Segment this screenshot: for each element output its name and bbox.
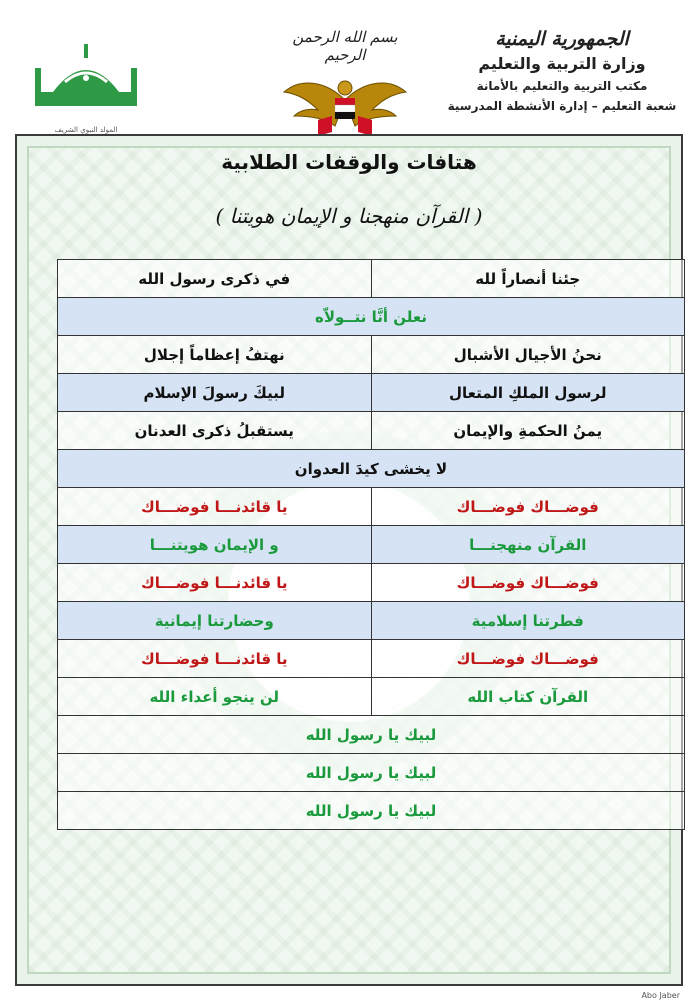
table-row	[58, 792, 685, 830]
department-name: شعبة التعليم – إدارة الأنشطة المدرسية	[447, 99, 677, 113]
basmala: بسم الله الرحمن الرحيم	[292, 28, 398, 64]
chant-line-right: نحنُ الأجيال الأشبال	[371, 336, 685, 374]
table-row	[58, 640, 685, 678]
table-row	[58, 450, 685, 488]
table-row	[58, 526, 685, 564]
chant-line-right: لرسول الملكِ المتعال	[371, 374, 685, 412]
table-row	[58, 488, 685, 526]
table-row	[58, 564, 685, 602]
chant-line-left: يا قائدنـــا فوضـــاك	[58, 640, 372, 678]
chant-line-left: يا قائدنـــا فوضـــاك	[58, 564, 372, 602]
chant-line-right: جئنا أنصاراً لله	[371, 260, 685, 298]
chant-line-left: في ذكرى رسول الله	[58, 260, 372, 298]
chant-line-right: فوضـــاك فوضـــاك	[371, 564, 685, 602]
table-row	[58, 298, 685, 336]
chant-line-left: يستقبلُ ذكرى العدنان	[58, 412, 372, 450]
logo-caption: المولد النبوي الشريف	[54, 126, 118, 134]
chant-line-left: نهتفُ إعظاماً إجلال	[58, 336, 372, 374]
document-header	[10, 10, 690, 134]
chant-line-left: لبيكَ رسولَ الإسلام	[58, 374, 372, 412]
chant-line-right: فوضـــاك فوضـــاك	[371, 488, 685, 526]
page-subtitle: ( القرآن منهجنا و الإيمان هويتنا )	[215, 204, 483, 228]
table-row	[58, 412, 685, 450]
office-name: مكتب التربية والتعليم بالأمانة	[476, 79, 648, 93]
chant-line-left: لن ينجو أعداء الله	[58, 678, 372, 716]
page-title: هتافات والوقفات الطلابية	[221, 150, 477, 174]
chant-line-left: و الإيمان هويتنـــا	[58, 526, 372, 564]
green-dome-muhammad-logo-icon	[26, 40, 146, 135]
chant-line-right: فوضـــاك فوضـــاك	[371, 640, 685, 678]
chant-line-right: القرآن منهجنـــا	[371, 526, 685, 564]
chants-frame	[15, 134, 683, 986]
table-row	[58, 602, 685, 640]
issuer-block	[442, 28, 682, 113]
table-row	[58, 260, 685, 298]
chant-line-left: يا قائدنـــا فوضـــاك	[58, 488, 372, 526]
table-row	[58, 716, 685, 754]
chant-line-full: لا يخشى كيدَ العدوان	[58, 450, 685, 488]
republic-name: الجمهورية اليمنية	[495, 28, 629, 50]
chant-line-left: وحضارتنا إيمانية	[58, 602, 372, 640]
table-row	[58, 336, 685, 374]
chant-line-right: فطرتنا إسلامية	[371, 602, 685, 640]
table-row	[58, 374, 685, 412]
chant-line-full: لبيك يا رسول الله	[58, 716, 685, 754]
table-row	[58, 754, 685, 792]
chant-line-full: لبيك يا رسول الله	[58, 754, 685, 792]
chants-table	[57, 259, 685, 830]
footer-watermark: Abo Jaber	[641, 991, 680, 1000]
ministry-name: وزارة التربية والتعليم	[478, 54, 646, 73]
chant-line-right: القرآن كتاب الله	[371, 678, 685, 716]
table-row	[58, 678, 685, 716]
chant-line-full: لبيك يا رسول الله	[58, 792, 685, 830]
chant-line-full: نعلن أنَّا نتــولاّه	[58, 298, 685, 336]
chant-line-right: يمنُ الحكمةِ والإيمان	[371, 412, 685, 450]
